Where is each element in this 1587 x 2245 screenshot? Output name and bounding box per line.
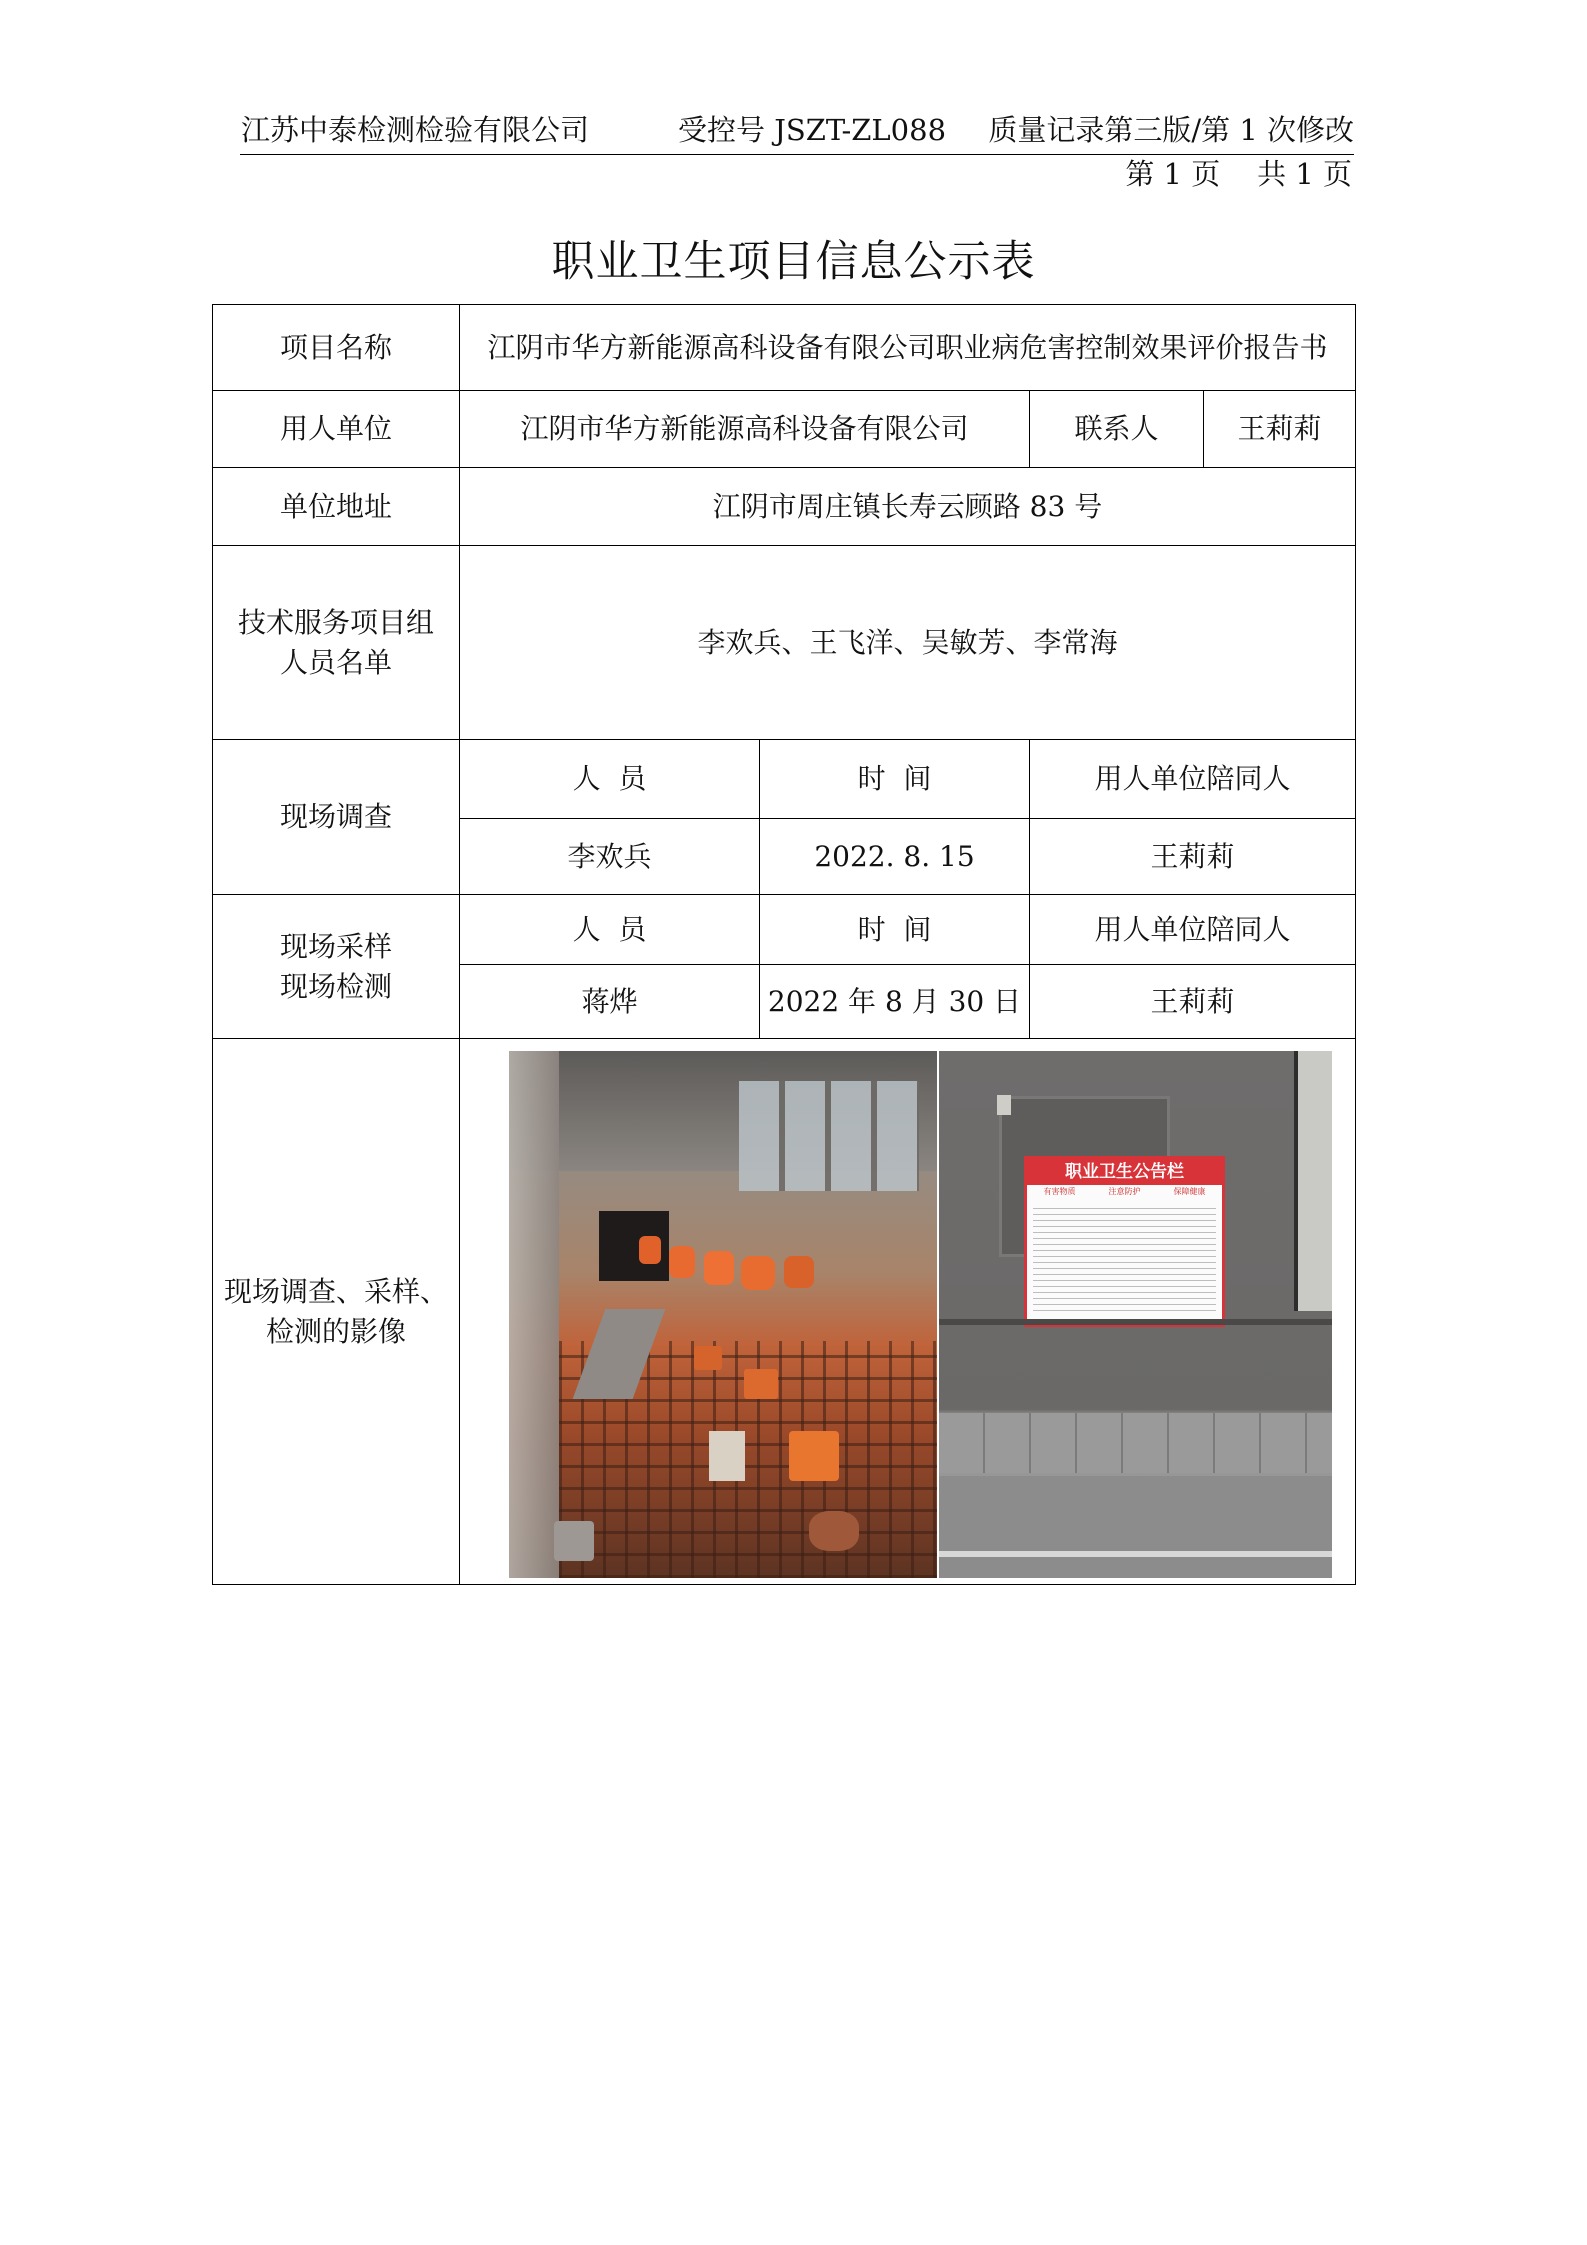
orange-bucket — [744, 1369, 778, 1399]
team-label — [213, 546, 460, 740]
notice-tag: 保障健康 — [1173, 1187, 1206, 1196]
contact-label: 联系人 — [1030, 391, 1204, 468]
pavement-curb — [939, 1413, 1332, 1473]
team-label-line-2: 人员名单 — [279, 645, 392, 679]
row-address — [213, 468, 1356, 546]
rag-pile — [809, 1511, 859, 1551]
notice-board-title: 职业卫生公告栏 — [1027, 1159, 1222, 1185]
spray-booth-photo — [509, 1051, 937, 1578]
orange-part — [784, 1256, 814, 1288]
tape-mark — [997, 1095, 1011, 1115]
sampling-companion: 王莉莉 — [1030, 965, 1356, 1039]
team-label-line-1: 技术服务项目组 — [237, 605, 434, 639]
survey-col-time: 时 间 — [760, 740, 1030, 819]
header-record-version: 质量记录第三版/第 1 次修改 — [988, 113, 1354, 147]
employer-label: 用人单位 — [213, 391, 460, 468]
team-value: 李欢兵、王飞洋、吴敏芳、李常海 — [460, 546, 1356, 740]
project-name-value: 江阴市华方新能源高科设备有限公司职业病危害控制效果评价报告书 — [460, 305, 1356, 391]
gray-fitting — [554, 1521, 594, 1561]
employer-value: 江阴市华方新能源高科设备有限公司 — [460, 391, 1030, 468]
header-company: 江苏中泰检测检验有限公司 — [241, 113, 590, 147]
survey-person: 李欢兵 — [460, 819, 760, 895]
notice-board-photo — [939, 1051, 1332, 1578]
address-label: 单位地址 — [213, 468, 460, 546]
sampling-time: 2022 年 8 月 30 日 — [760, 965, 1030, 1039]
orange-part — [639, 1236, 661, 1264]
images-label-line-1: 现场调查、采样、 — [223, 1274, 448, 1308]
images-label — [213, 1039, 460, 1585]
address-value: 江阴市周庄镇长寿云顾路 83 号 — [460, 468, 1356, 546]
sampling-label-line-2: 现场检测 — [279, 969, 392, 1003]
orange-part — [741, 1256, 775, 1290]
paint-can — [709, 1431, 745, 1481]
row-project-name — [213, 305, 1356, 391]
notice-board — [1024, 1156, 1225, 1327]
notice-board-text-block — [1033, 1203, 1216, 1311]
survey-companion: 王莉莉 — [1030, 819, 1356, 895]
survey-col-companion: 用人单位陪同人 — [1030, 740, 1356, 819]
wall-base-line — [939, 1319, 1332, 1325]
row-team — [213, 546, 1356, 740]
survey-label: 现场调查 — [213, 740, 460, 895]
sampling-label-line-1: 现场采样 — [279, 929, 392, 963]
road-line — [939, 1551, 1332, 1557]
images-label-line-2: 检测的影像 — [265, 1314, 406, 1348]
survey-col-person: 人 员 — [460, 740, 760, 819]
pavement — [939, 1476, 1332, 1578]
sampling-col-time: 时 间 — [760, 895, 1030, 965]
sampling-label — [213, 895, 460, 1039]
orange-bucket — [694, 1346, 722, 1370]
sampling-col-person: 人 员 — [460, 895, 760, 965]
window-frame — [1294, 1051, 1332, 1311]
sampling-col-companion: 用人单位陪同人 — [1030, 895, 1356, 965]
project-name-label: 项目名称 — [213, 305, 460, 391]
contact-value: 王莉莉 — [1204, 391, 1356, 468]
notice-tag: 注意防护 — [1108, 1187, 1141, 1196]
row-employer — [213, 391, 1356, 468]
sampling-person: 蒋烨 — [460, 965, 760, 1039]
booth-window — [739, 1081, 919, 1191]
orange-bucket — [789, 1431, 839, 1481]
survey-time: 2022. 8. 15 — [760, 819, 1030, 895]
row-survey-header — [213, 740, 1356, 819]
notice-board-tags — [1027, 1185, 1222, 1199]
orange-part — [669, 1246, 695, 1278]
page-title: 职业卫生项目信息公示表 — [551, 237, 1036, 287]
plastic-curtain — [509, 1051, 559, 1578]
notice-tag: 有害物质 — [1043, 1187, 1076, 1196]
row-sampling-header — [213, 895, 1356, 965]
header-page-number: 第 1 页 共 1 页 — [1125, 157, 1352, 191]
orange-part — [704, 1251, 734, 1285]
header-control-number: 受控号 JSZT-ZL088 — [678, 113, 947, 147]
